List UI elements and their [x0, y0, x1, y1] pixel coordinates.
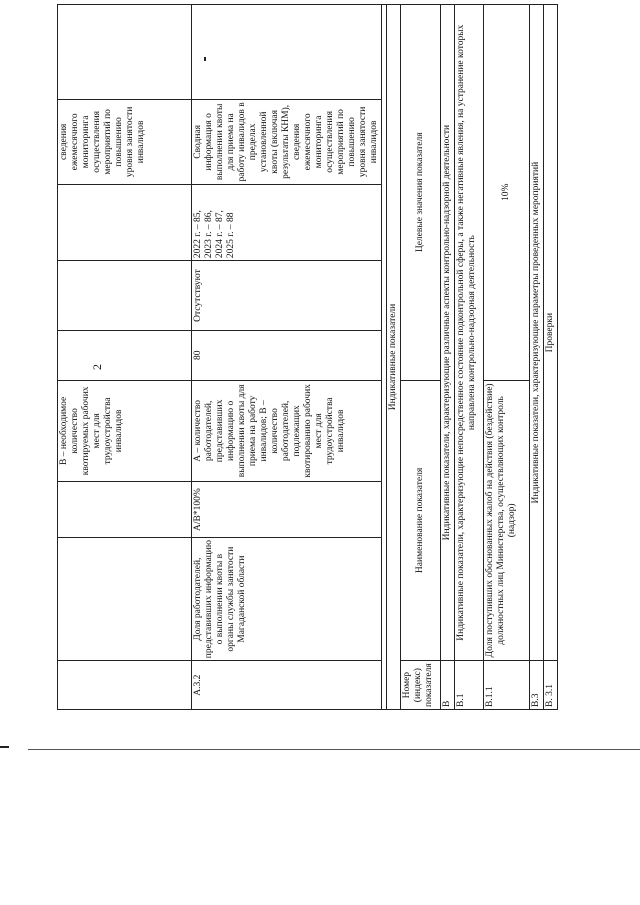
cont-formula-cell: [58, 482, 192, 538]
cont-extra-cell: [58, 5, 192, 100]
table-row-b3: [530, 5, 544, 710]
cont-source-cell: сведения ежемесячного мониторинга осуществления мероприятий по повышению уровня занятости инвалидов: [58, 99, 192, 184]
cont-num-cell: [58, 661, 192, 710]
table-row-b: [441, 5, 455, 710]
edge-tick-mark: [204, 57, 206, 61]
b3-text-cell: Индикативные показатели, характеризующие параметры проведенных мероприятий: [530, 5, 544, 661]
col-name-header: Наименование показателя: [401, 380, 441, 661]
a32-year-2022: 2022 г. – 85,: [193, 210, 203, 259]
a32-definitions-cell: А – количество работодателей, представивших информацию о выполнении квоты для приема на работу инвалидов; В – количество работодателей, подлежащих квотированию рабочих мест для трудоустройства инвалидов: [192, 380, 382, 482]
a32-name-cell: Доля работодателей, представивших информацию о выполнении квоты в органы службы занятости Магаданской области: [192, 537, 382, 660]
b1-text-cell: Индикативные показатели, характеризующие непосредственное состояние подконтрольной сферы, а также негативные явления, на устранение которых направлена контрольно-надзорная деятельность: [455, 5, 484, 661]
a32-year-2023: 2023 г. – 86,: [204, 210, 214, 259]
a32-num-cell: А.3.2: [192, 661, 382, 710]
b-num-cell: В: [441, 661, 455, 710]
a32-years-cell: [192, 184, 382, 260]
rotated-table-sheet: [57, 4, 577, 710]
b11-value-cell: 10%: [484, 5, 530, 381]
page-number: 2: [90, 364, 104, 370]
b11-num-cell: В.1.1: [484, 661, 530, 710]
margin-dash-mark: [0, 746, 9, 748]
table-row-a32: [192, 5, 382, 710]
table-row-continuation: [58, 5, 192, 710]
indicators-table: [57, 4, 558, 710]
a32-deviation-cell: Отсутствуют: [192, 261, 382, 331]
b31-text-cell: Проверки: [544, 5, 558, 661]
b1-num-cell: В.1: [455, 661, 484, 710]
b-text-cell: Индикативные показатели, характеризующие различные аспекты контрольно-надзорной деятельности: [441, 5, 455, 661]
a32-year-2024: 2024 г. – 87,: [215, 210, 225, 259]
a32-formula-cell: А/В*100%: [192, 482, 382, 538]
table-row-column-headers: [401, 5, 441, 710]
indicative-header-cell: Индикативные показатели: [387, 5, 401, 710]
b3-num-cell: В.3: [530, 661, 544, 710]
a32-year-2025: 2025 г. – 88: [226, 212, 236, 259]
table-row-indicative-header: [387, 5, 401, 710]
table-row-b1: [455, 5, 484, 710]
cont-name-cell: [58, 537, 192, 660]
b31-num-cell: В. 3.1: [544, 661, 558, 710]
a32-value-cell: 80: [192, 330, 382, 380]
b11-name-cell: Доля поступивших обоснованных жалоб на действия (бездействие) должностных лиц Министерства, осуществляющих контроль (надзор): [484, 380, 530, 661]
cont-definitions-cell: В – необходимое количество квотируемых рабочих мест для трудоустройства инвалидов: [58, 380, 192, 482]
cont-years-cell: [58, 184, 192, 260]
cont-deviation-cell: [58, 261, 192, 331]
col-target-header: Целевые значения показателя: [401, 5, 441, 381]
page-divider-line: [28, 749, 640, 750]
col-num-header: Номер (индекс) показателя: [401, 661, 441, 710]
cont-value-cell: [58, 330, 192, 380]
a32-source-cell: Сводная информация о выполнении квоты для приема на работу инвалидов в пределах установленной квоты (включая результаты КНМ), сведения ежемесячного мониторинга осуществления мероприятий по повышению уровня занятости инвалидов: [192, 99, 382, 184]
a32-extra-cell: [192, 5, 382, 100]
table-row-b11: [484, 5, 530, 710]
table-row-b31: [544, 5, 558, 710]
